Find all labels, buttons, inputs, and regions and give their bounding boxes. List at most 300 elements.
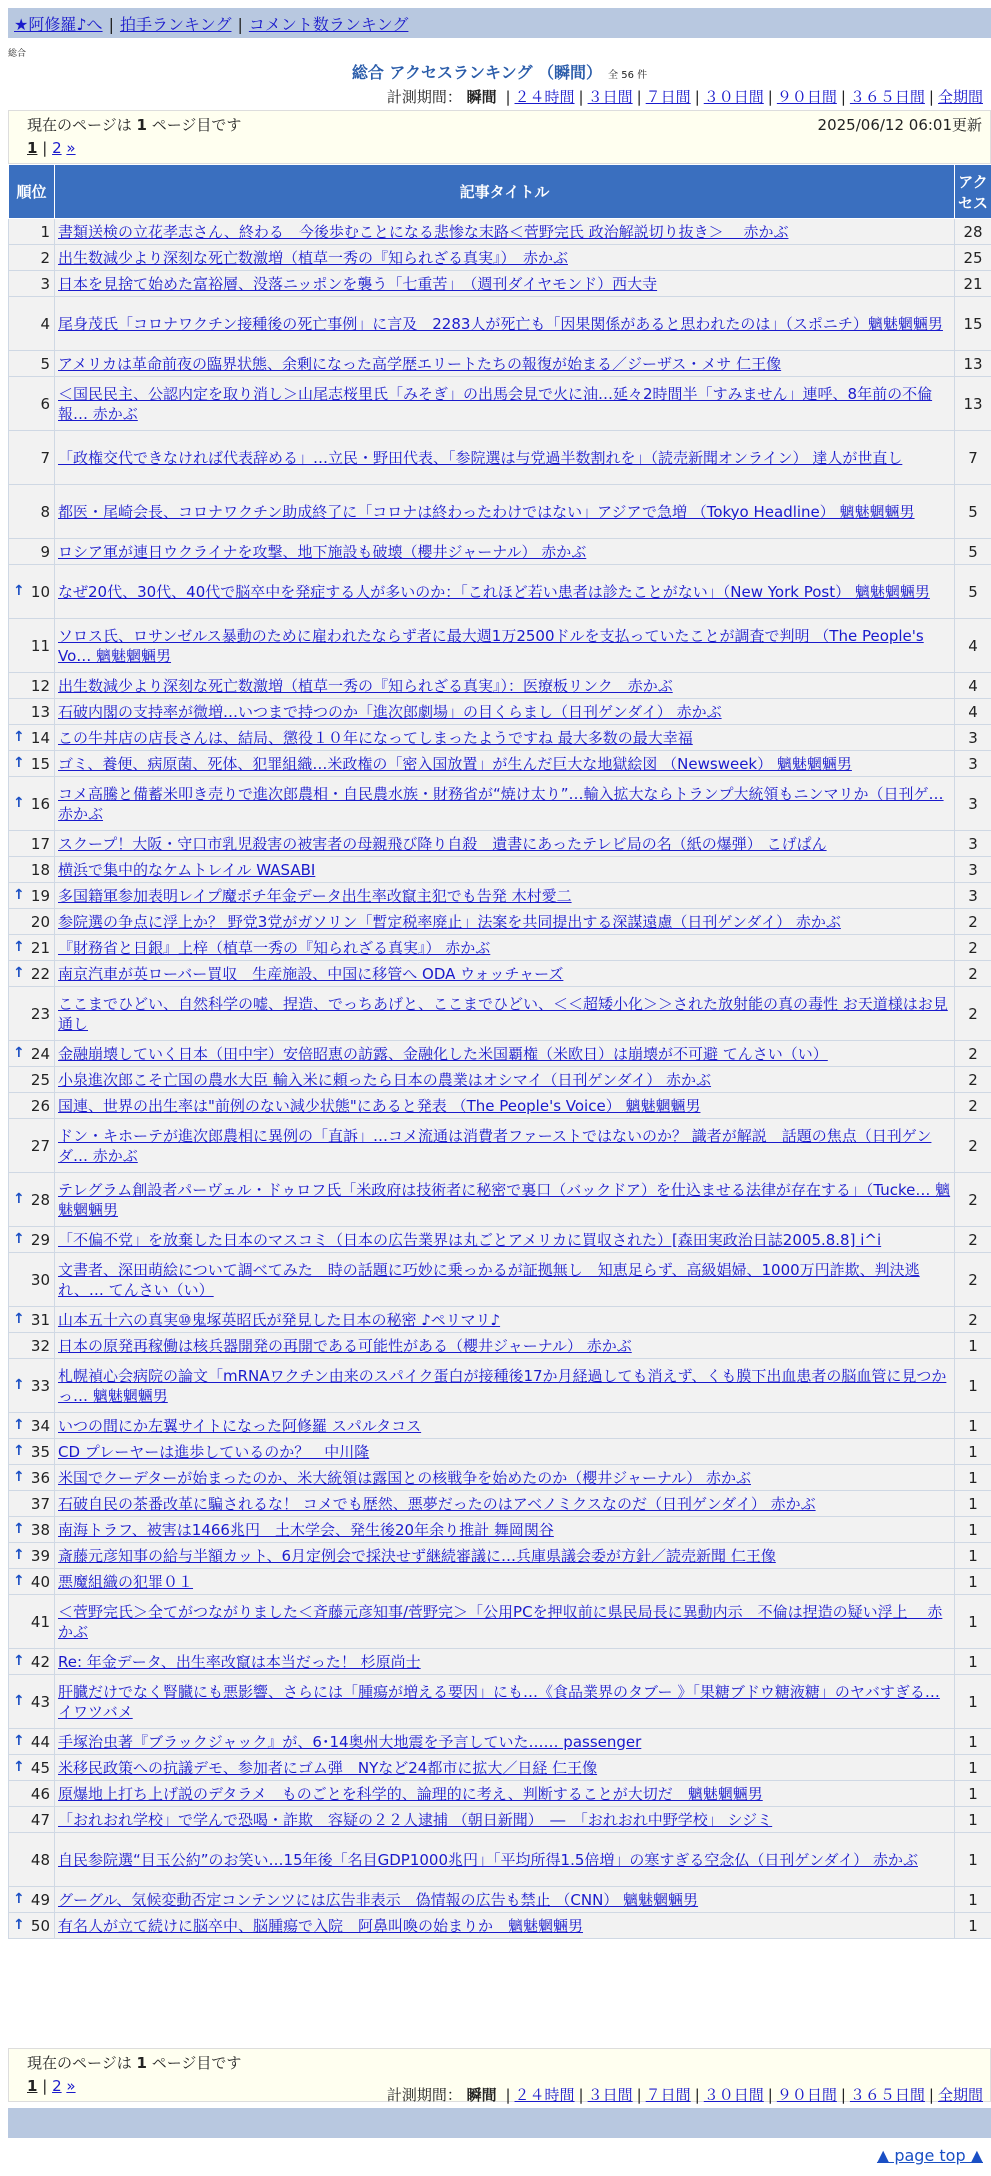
title-cell (55, 1093, 955, 1119)
rank-cell (9, 1227, 55, 1253)
rank-number: 32 (30, 1336, 50, 1355)
article-title-link[interactable]: ドン・キホーテが進次郎農相に異例の「直訴」…コメ流通は消費者ファーストではないのか？ 識者が解説 話題の焦点（日刊ゲンダ… 赤かぶ (58, 1126, 932, 1165)
title-cell (55, 619, 955, 673)
rank-cell (9, 1307, 55, 1333)
article-title-link[interactable]: 横浜で集中的なケムトレイル WASABI (58, 860, 316, 879)
rank-up-arrow-icon: ↑ (13, 886, 25, 903)
table-row (9, 1569, 991, 1595)
rank-cell (9, 245, 55, 271)
rank-cell (9, 297, 55, 351)
title-cell (55, 245, 955, 271)
article-title-link[interactable]: グーグル、気候変動否定コンテンツには広告非表示 偽情報の広告も禁止 （CNN） 魑魅魍魎男 (58, 1890, 699, 1909)
rank-up-arrow-icon: ↑ (13, 964, 25, 981)
title-cell (55, 1041, 955, 1067)
total-count: 全 56 件 (608, 70, 648, 81)
title-cell (55, 1913, 955, 1939)
title-cell (55, 777, 955, 831)
title-cell (55, 935, 955, 961)
rank-cell (9, 1913, 55, 1939)
period-links (501, 88, 983, 106)
access-count: 2 (955, 1253, 991, 1307)
period-link[interactable]: ２４時間 (514, 2086, 575, 2104)
title-cell (55, 271, 955, 297)
access-count: 25 (955, 245, 991, 271)
rank-cell (9, 961, 55, 987)
table-row (9, 1807, 991, 1833)
next-page-link[interactable]: » (66, 2077, 76, 2095)
page-title (8, 60, 991, 83)
title-cell (55, 673, 955, 699)
rank-up-arrow-icon: ↑ (13, 938, 25, 955)
access-count: 2 (955, 987, 991, 1041)
article-title-link[interactable]: 文書者、深田萌絵について調べてみた 時の話題に巧妙に乗っかるが証拠無し 知恵足らず、高級娼婦、1000万円詐欺、判決逃れ、… てんさい（い） (58, 1260, 920, 1299)
access-count: 1 (955, 1543, 991, 1569)
table-row (9, 1491, 991, 1517)
rank-cell (9, 751, 55, 777)
article-title-link[interactable]: 斎藤元彦知事の給与半額カット、6月定例会で採決せず継続審議に…兵庫県議会委が方針／読売新聞 仁王像 (58, 1546, 776, 1565)
page-top (877, 2146, 983, 2165)
rank-up-arrow-icon: ↑ (13, 1758, 25, 1775)
title-cell (55, 1173, 955, 1227)
title-cell (55, 1491, 955, 1517)
rank-number: 21 (30, 938, 50, 957)
rank-cell (9, 1491, 55, 1517)
table-row (9, 883, 991, 909)
access-count: 1 (955, 1413, 991, 1439)
pager-top (8, 110, 991, 164)
bottom-bar (8, 2108, 991, 2138)
article-title-link[interactable]: 手塚治虫著『ブラックジャック』が、6･14奥州大地震を予言していた…… passenger (58, 1732, 642, 1751)
rank-cell (9, 351, 55, 377)
title-cell (55, 485, 955, 539)
period-link[interactable]: ３０日間 (703, 88, 764, 106)
access-count: 2 (955, 909, 991, 935)
table-header-row (9, 165, 991, 219)
rank-number: 19 (30, 886, 50, 905)
rank-number: 9 (40, 542, 50, 561)
rank-cell (9, 219, 55, 245)
rank-cell (9, 1413, 55, 1439)
rank-number: 43 (30, 1692, 50, 1711)
period-separator: | (767, 88, 773, 106)
article-title-link[interactable]: いつの間にか左翼サイトになった阿修羅 スパルタコス (58, 1416, 422, 1435)
article-title-link[interactable]: スクープ！大阪・守口市乳児殺害の被害者の母親飛び降り自殺 遺書にあったテレビ局の名（紙の爆弾） こげぱん (58, 834, 827, 853)
title-cell (55, 699, 955, 725)
access-count: 1 (955, 1569, 991, 1595)
access-count: 3 (955, 857, 991, 883)
table-row (9, 1887, 991, 1913)
rank-number: 4 (40, 314, 50, 333)
period-link[interactable]: ９０日間 (776, 2086, 837, 2104)
rank-up-arrow-icon: ↑ (13, 1190, 25, 1207)
article-title-link[interactable]: 出生数減少より深刻な死亡数激増（植草一秀の『知られざる真実』） 赤かぶ (58, 248, 569, 267)
article-title-link[interactable]: ソロス氏、ロサンゼルス暴動のために雇われたならず者に最大週1万2500ドルを支払っていたことが調査で判明 （The People's Vo… 魑魅魍魎男 (58, 626, 924, 665)
article-title-link[interactable]: 原爆地上打ち上げ説のデタラメ ものごとを科学的、論理的に考え、判断することが大切だ 魑魅魍魎男 (58, 1784, 763, 1803)
table-row (9, 245, 991, 271)
rank-cell (9, 987, 55, 1041)
title-cell (55, 1543, 955, 1569)
page-num: 1 (136, 116, 147, 134)
rank-number: 29 (30, 1230, 50, 1249)
article-title-link[interactable]: ロシア軍が連日ウクライナを攻撃、地下施設も破壊（櫻井ジャーナル） 赤かぶ (58, 542, 587, 561)
rank-cell (9, 1517, 55, 1543)
nav-separator: | (237, 15, 243, 34)
rank-cell (9, 673, 55, 699)
rank-up-arrow-icon: ↑ (13, 1546, 25, 1563)
rank-up-arrow-icon: ↑ (13, 728, 25, 745)
article-title-link[interactable]: 日本の原発再稼働は核兵器開発の再開である可能性がある（櫻井ジャーナル） 赤かぶ (58, 1336, 632, 1355)
table-row (9, 935, 991, 961)
period-current: 瞬間 (466, 2086, 497, 2104)
pager-separator: | (42, 2077, 48, 2095)
article-title-link[interactable]: 書類送検の立花孝志さん、終わる 今後歩むことになる悲惨な末路＜菅野完氏 政治解説切り抜き＞ 赤かぶ (58, 222, 789, 241)
rank-number: 20 (30, 912, 50, 931)
rank-cell (9, 1887, 55, 1913)
current-page: 1 (27, 139, 38, 157)
table-row (9, 987, 991, 1041)
title-cell (55, 1649, 955, 1675)
article-title-link[interactable]: 出生数減少より深刻な死亡数激増（植草一秀の『知られざる真実』）：医療板リンク 赤かぶ (58, 676, 673, 695)
access-count: 1 (955, 1439, 991, 1465)
article-title-link[interactable]: アメリカは革命前夜の臨界状態、余剰になった高学歴エリートたちの報復が始まる／ジーザス・メサ 仁王像 (58, 354, 782, 373)
title-cell (55, 1781, 955, 1807)
title-cell (55, 1227, 955, 1253)
rank-up-arrow-icon: ↑ (13, 1732, 25, 1749)
article-title-link[interactable]: CD プレーヤーは進歩しているのか？ 中川隆 (58, 1442, 370, 1461)
period-separator: | (840, 2086, 846, 2104)
rank-number: 26 (30, 1096, 50, 1115)
article-title-link[interactable]: この牛丼店の店長さんは、結局、懲役１０年になってしまったようですね 最大多数の最大幸福 (58, 728, 693, 747)
table-row (9, 1781, 991, 1807)
period-link[interactable]: ３０日間 (703, 2086, 764, 2104)
comment-ranking-link[interactable]: コメント数ランキング (248, 15, 409, 34)
title-cell (55, 565, 955, 619)
table-row (9, 351, 991, 377)
rank-header: 順位 (9, 165, 55, 219)
period-link[interactable]: ７日間 (645, 88, 691, 106)
table-row (9, 1675, 991, 1729)
article-title-link[interactable]: ここまでひどい、自然科学の嘘、捏造、でっちあげと、ここまでひどい、＜＜超矮小化＞＞された放射能の真の毒性 お天道様はお見通し (58, 994, 948, 1033)
article-title-link[interactable]: ゴミ、養便、病原菌、死体、犯罪組織…米政権の「密入国放置」が生んだ巨大な地獄絵図 （Newsweek） 魑魅魍魎男 (58, 754, 852, 773)
rank-number: 42 (30, 1652, 50, 1671)
table-row (9, 909, 991, 935)
page-num: 1 (136, 2054, 147, 2072)
table-row (9, 219, 991, 245)
access-count: 21 (955, 271, 991, 297)
rank-up-arrow-icon: ↑ (13, 1652, 25, 1669)
table-row (9, 1729, 991, 1755)
table-row (9, 1649, 991, 1675)
rank-number: 16 (30, 794, 50, 813)
article-title-link[interactable]: コメ高騰と備蓄米叩き売りで進次郎農相・自民農水族・財務省が“焼け太り”…輸入拡大ならトランプ大統領もニンマリか（日刊ゲ… 赤かぶ (58, 784, 944, 823)
rank-up-arrow-icon: ↑ (13, 1572, 25, 1589)
access-count: 1 (955, 1729, 991, 1755)
rank-number: 12 (30, 676, 50, 695)
rank-number: 47 (30, 1810, 50, 1829)
ranking-table (8, 164, 991, 1939)
rank-cell (9, 1173, 55, 1227)
period-separator: | (767, 2086, 773, 2104)
table-row (9, 1595, 991, 1649)
article-title-link[interactable]: 有名人が立て続けに脳卒中、脳腫瘍で入院 阿鼻叫喚の始まりか 魑魅魍魎男 (58, 1916, 584, 1935)
access-count: 3 (955, 883, 991, 909)
rank-up-arrow-icon: ↑ (13, 1416, 25, 1433)
access-count: 2 (955, 1067, 991, 1093)
title-cell (55, 1333, 955, 1359)
rank-number: 45 (30, 1758, 50, 1777)
period-link[interactable]: ３日間 (587, 88, 633, 106)
table-row (9, 1833, 991, 1887)
rank-number: 39 (30, 1546, 50, 1565)
title-cell (55, 751, 955, 777)
rank-up-arrow-icon: ↑ (13, 1376, 25, 1393)
article-title-link[interactable]: 小泉進次郎こそ亡国の農水大臣 輸入米に頼ったら日本の農業はオシマイ（日刊ゲンダイ） 赤かぶ (58, 1070, 712, 1089)
access-count: 2 (955, 1093, 991, 1119)
rank-number: 22 (30, 964, 50, 983)
access-count: 1 (955, 1887, 991, 1913)
page-top-link[interactable]: ▲ page top ▲ (876, 2146, 983, 2165)
access-count: 3 (955, 751, 991, 777)
rank-cell (9, 1253, 55, 1307)
rank-up-arrow-icon: ↑ (13, 582, 25, 599)
table-row (9, 1173, 991, 1227)
period-separator: | (578, 88, 584, 106)
pager-separator: | (42, 139, 48, 157)
title-cell (55, 1359, 955, 1413)
rank-number: 17 (30, 834, 50, 853)
rank-cell (9, 725, 55, 751)
rank-cell (9, 1595, 55, 1649)
rank-number: 6 (40, 394, 50, 413)
rank-number: 23 (30, 1004, 50, 1023)
access-count: 2 (955, 1227, 991, 1253)
page-2-link[interactable]: 2 (52, 2077, 62, 2095)
article-title-link[interactable]: 石破内閣の支持率が微増…いつまで持つのか「進次郎劇場」の目くらまし（日刊ゲンダイ） 赤かぶ (58, 702, 722, 721)
title-cell (55, 1833, 955, 1887)
rank-cell (9, 619, 55, 673)
title-cell (55, 831, 955, 857)
access-count: 2 (955, 961, 991, 987)
access-count: 5 (955, 485, 991, 539)
article-title-link[interactable]: なぜ20代、30代、40代で脳卒中を発症する人が多いのか：「これほど若い患者は診たことがない」（New York Post） 魑魅魍魎男 (58, 582, 930, 601)
table-row (9, 297, 991, 351)
rank-up-arrow-icon: ↑ (13, 1692, 25, 1709)
article-title-link[interactable]: 都医・尾崎会長、コロナワクチン助成終了に「コロナは終わったわけではない」アジアで急増 （Tokyo Headline） 魑魅魍魎男 (58, 502, 915, 521)
period-link[interactable]: ２４時間 (514, 88, 575, 106)
title-cell (55, 351, 955, 377)
period-links (501, 2086, 983, 2104)
title-cell (55, 539, 955, 565)
next-page-link[interactable]: » (66, 139, 76, 157)
access-header: アクセス (955, 165, 991, 219)
clap-ranking-link[interactable]: 拍手ランキング (119, 15, 232, 34)
rank-cell (9, 1119, 55, 1173)
rank-number: 46 (30, 1784, 50, 1803)
access-count: 13 (955, 377, 991, 431)
period-separator: | (694, 88, 700, 106)
rank-cell (9, 1067, 55, 1093)
table-row (9, 751, 991, 777)
title-cell (55, 1413, 955, 1439)
article-title-link[interactable]: 肝臓だけでなく腎臓にも悪影響、さらには「腫瘍が増える要因」にも…《食品業界のタブー 》「果糖ブドウ糖液糖」のヤバすぎる… イワツバメ (58, 1682, 940, 1721)
rank-cell (9, 1781, 55, 1807)
page-text-pre: 現在のページは (27, 116, 132, 134)
rank-number: 11 (30, 636, 50, 655)
period-current: 瞬間 (466, 88, 497, 106)
article-title-link[interactable]: 尾身茂氏「コロナワクチン接種後の死亡事例」に言及 2283人が死亡も「因果関係があると思われたのは」（スポニチ）魑魅魍魎男 (58, 314, 943, 333)
period-label: 計測期間： (386, 88, 462, 106)
access-count: 5 (955, 539, 991, 565)
access-count: 2 (955, 1307, 991, 1333)
period-link[interactable]: ３６５日間 (849, 2086, 925, 2104)
article-title-link[interactable]: ＜菅野完氏＞全てがつながりました＜斉藤元彦知事/菅野完＞「公用PCを押収前に県民局長に異動内示 不倫は捏造の疑い浮上 赤かぶ (58, 1602, 943, 1641)
table-row (9, 1359, 991, 1413)
article-title-link[interactable]: 国連、世界の出生率は"前例のない減少状態"にあると発表 （The People's Voice） 魑魅魍魎男 (58, 1096, 701, 1115)
table-row (9, 1755, 991, 1781)
rank-up-arrow-icon: ↑ (13, 1520, 25, 1537)
period-link[interactable]: 全期間 (937, 88, 983, 106)
article-title-link[interactable]: 南海トラフ、被害は1466兆円 土木学会、発生後20年余り推計 舞岡関谷 (58, 1520, 554, 1539)
access-count: 2 (955, 1119, 991, 1173)
article-title-link[interactable]: 自民参院選“目玉公約”のお笑い…15年後「名目GDP1000兆円」「平均所得1.5倍増」の寒すぎる空念仏（日刊ゲンダイ） 赤かぶ (58, 1850, 918, 1869)
article-title-link[interactable]: 悪魔組織の犯罪０１ (58, 1572, 194, 1591)
rank-up-arrow-icon: ↑ (13, 794, 25, 811)
period-link[interactable]: ９０日間 (776, 88, 837, 106)
period-separator: | (840, 88, 846, 106)
rank-number: 5 (40, 354, 50, 373)
title-cell (55, 857, 955, 883)
period-selector-top (387, 86, 983, 107)
title-cell (55, 961, 955, 987)
period-link[interactable]: ３６５日間 (849, 88, 925, 106)
period-selector-bottom (387, 2084, 983, 2105)
access-count: 1 (955, 1807, 991, 1833)
title-cell (55, 1729, 955, 1755)
rank-cell (9, 857, 55, 883)
table-row (9, 831, 991, 857)
period-separator: | (505, 88, 511, 106)
period-link[interactable]: ３日間 (587, 2086, 633, 2104)
article-title-link[interactable]: 日本を見捨て始めた富裕層、没落ニッポンを襲う「七重苦」 （週刊ダイヤモンド）西大寺 (58, 274, 658, 293)
access-count: 1 (955, 1755, 991, 1781)
rank-up-arrow-icon: ↑ (13, 1044, 25, 1061)
table-row (9, 1465, 991, 1491)
rank-cell (9, 1675, 55, 1729)
period-link[interactable]: ７日間 (645, 2086, 691, 2104)
access-count: 1 (955, 1675, 991, 1729)
access-count: 2 (955, 935, 991, 961)
table-row (9, 673, 991, 699)
article-title-link[interactable]: 南京汽車が英ローバー買収 生産施設、中国に移管へ ODA ウォッチャーズ (58, 964, 564, 983)
period-link[interactable]: 全期間 (937, 2086, 983, 2104)
title-cell (55, 1439, 955, 1465)
rank-cell (9, 1333, 55, 1359)
article-title-link[interactable]: 山本五十六の真実⑩鬼塚英昭氏が発見した日本の秘密 ♪ペリマリ♪ (58, 1310, 501, 1329)
table-row (9, 1913, 991, 1939)
access-count: 3 (955, 777, 991, 831)
article-title-link[interactable]: 米移民政策への抗議デモ、参加者にゴム弾 NYなど24都市に拡大／日経 仁王像 (58, 1758, 598, 1777)
rank-number: 36 (30, 1468, 50, 1487)
article-title-link[interactable]: ＜国民民主、公認内定を取り消し＞山尾志桜里氏「みそぎ」の出馬会見で火に油…延々2時間半「すみません」連呼、8年前の不倫報… 赤かぶ (58, 384, 933, 423)
table-row (9, 1041, 991, 1067)
title-cell (55, 431, 955, 485)
rank-number: 48 (30, 1850, 50, 1869)
title-cell (55, 219, 955, 245)
title-cell (55, 987, 955, 1041)
title-cell (55, 909, 955, 935)
rank-number: 7 (40, 448, 50, 467)
title-cell (55, 883, 955, 909)
table-row (9, 377, 991, 431)
rank-cell (9, 565, 55, 619)
page-2-link[interactable]: 2 (52, 139, 62, 157)
period-separator: | (694, 2086, 700, 2104)
access-count: 1 (955, 1649, 991, 1675)
rank-cell (9, 1569, 55, 1595)
access-count: 1 (955, 1491, 991, 1517)
article-title-link[interactable]: 石破自民の茶番改革に騙されるな！ コメでも歴然、悪夢だったのはアベノミクスなのだ（日刊ゲンダイ） 赤かぶ (58, 1494, 816, 1513)
article-title-link[interactable]: 「政権交代できなければ代表辞める」…立民・野田代表、「参院選は与党過半数割れを」（読売新聞オンライン） 達人が世直し (58, 448, 903, 467)
rank-up-arrow-icon: ↑ (13, 1468, 25, 1485)
article-title-link[interactable]: Re: 年金データ、出生率改竄は本当だった！ 杉原尚士 (58, 1652, 421, 1671)
rank-up-arrow-icon: ↑ (13, 1310, 25, 1327)
access-count: 1 (955, 1517, 991, 1543)
article-title-link[interactable]: テレグラム創設者パーヴェル・ドゥロフ氏「米政府は技術者に秘密で裏口（バックドア）を仕込ませる法律が存在する」（Tucke… 魑魅魍魎男 (58, 1180, 951, 1219)
rank-up-arrow-icon: ↑ (13, 1230, 25, 1247)
rank-cell (9, 539, 55, 565)
title-cell (55, 297, 955, 351)
access-count: 5 (955, 565, 991, 619)
table-row (9, 1543, 991, 1569)
article-title-link[interactable]: 多国籍軍参加表明レイプ魔ボチ年金データ出生率改竄主犯でも告発 木村愛二 (58, 886, 572, 905)
rank-number: 50 (30, 1916, 50, 1935)
title-header: 記事タイトル (55, 165, 955, 219)
article-title-link[interactable]: 『財務省と日銀』上梓（植草一秀の『知られざる真実』） 赤かぶ (58, 938, 491, 957)
article-title-link[interactable]: 米国でクーデターが始まったのか、米大統領は露国との核戦争を始めたのか（櫻井ジャーナル） 赤かぶ (58, 1468, 751, 1487)
period-separator: | (928, 88, 934, 106)
rank-number: 27 (30, 1136, 50, 1155)
rank-cell (9, 271, 55, 297)
home-link[interactable]: ★阿修羅♪へ (14, 15, 103, 34)
article-title-link[interactable]: 「不偏不党」を放棄した日本のマスコミ（日本の広告業界は丸ごとアメリカに買収された）[森田実政治日誌2005.8.8] i^i (58, 1230, 882, 1249)
table-row (9, 565, 991, 619)
article-title-link[interactable]: 参院選の争点に浮上か？ 野党3党がガソリン「暫定税率廃止」法案を共同提出する深謀遠慮（日刊ゲンダイ） 赤かぶ (58, 912, 841, 931)
rank-cell (9, 1041, 55, 1067)
access-count: 1 (955, 1333, 991, 1359)
rank-cell (9, 1465, 55, 1491)
title-cell (55, 1807, 955, 1833)
table-row (9, 1227, 991, 1253)
rank-number: 49 (30, 1890, 50, 1909)
article-title-link[interactable]: 金融崩壊していく日本（田中宇）安倍昭恵の訪露、金融化した米国覇権（米欧日）は崩壊が不可避 てんさい（い） (58, 1044, 828, 1063)
rank-number: 3 (40, 274, 50, 293)
rank-number: 41 (30, 1612, 50, 1631)
access-count: 1 (955, 1833, 991, 1887)
rank-cell (9, 485, 55, 539)
article-title-link[interactable]: 札幌禎心会病院の論文「mRNAワクチン由来のスパイク蛋白が接種後17か月経過しても消えず、くも膜下出血患者の脳血管に見つかっ… 魑魅魍魎男 (58, 1366, 947, 1405)
title-cell (55, 1595, 955, 1649)
page-text-post: ページ目です (151, 2054, 242, 2072)
access-count: 7 (955, 431, 991, 485)
rank-cell (9, 1543, 55, 1569)
period-separator: | (578, 2086, 584, 2104)
rank-number: 34 (30, 1416, 50, 1435)
article-title-link[interactable]: 「おれおれ学校」で学んで恐喝・詐欺 容疑の２２人逮捕 （朝日新聞） ― 「おれおれ中野学校」 シジミ (58, 1810, 773, 1829)
table-row (9, 485, 991, 539)
period-separator: | (636, 2086, 642, 2104)
table-row (9, 1333, 991, 1359)
table-row (9, 539, 991, 565)
